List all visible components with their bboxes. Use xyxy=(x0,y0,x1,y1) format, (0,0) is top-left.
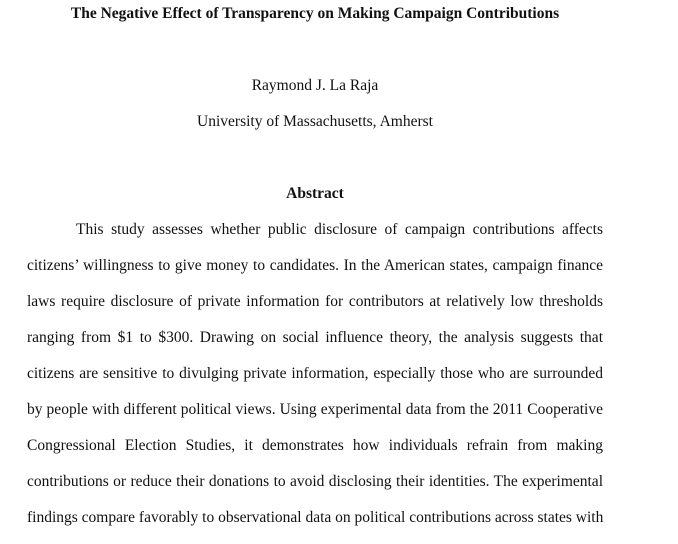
abstract-line: citizens’ willingness to give money to candidates. In the American states, campaign finance xyxy=(27,257,603,274)
abstract-heading: Abstract xyxy=(286,185,344,202)
abstract-line: laws require disclosure of private information for contributors at relatively low thresholds xyxy=(27,293,603,310)
abstract-line: findings compare favorably to observational data on political contributions across states with xyxy=(27,509,604,526)
abstract-line: This study assesses whether public disclosure of campaign contributions affects xyxy=(76,221,603,238)
abstract-line: contributions or reduce their donations to avoid disclosing their identities. The experimental xyxy=(27,473,603,490)
abstract-line: ranging from $1 to $300. Drawing on social influence theory, the analysis suggests that xyxy=(27,329,603,346)
paper-title: The Negative Effect of Transparency on Making Campaign Contributions xyxy=(70,5,560,22)
author-affiliation: University of Massachusetts, Amherst xyxy=(197,113,433,130)
abstract-line: citizens are sensitive to divulging private information, especially those who are surrounded xyxy=(27,365,603,382)
author-name: Raymond J. La Raja xyxy=(251,77,379,94)
abstract-line: Congressional Election Studies, it demonstrates how individuals refrain from making xyxy=(27,437,603,454)
abstract-line: by people with different political views. Using experimental data from the 2011 Cooperative xyxy=(27,401,603,418)
abstract-body xyxy=(27,220,603,544)
